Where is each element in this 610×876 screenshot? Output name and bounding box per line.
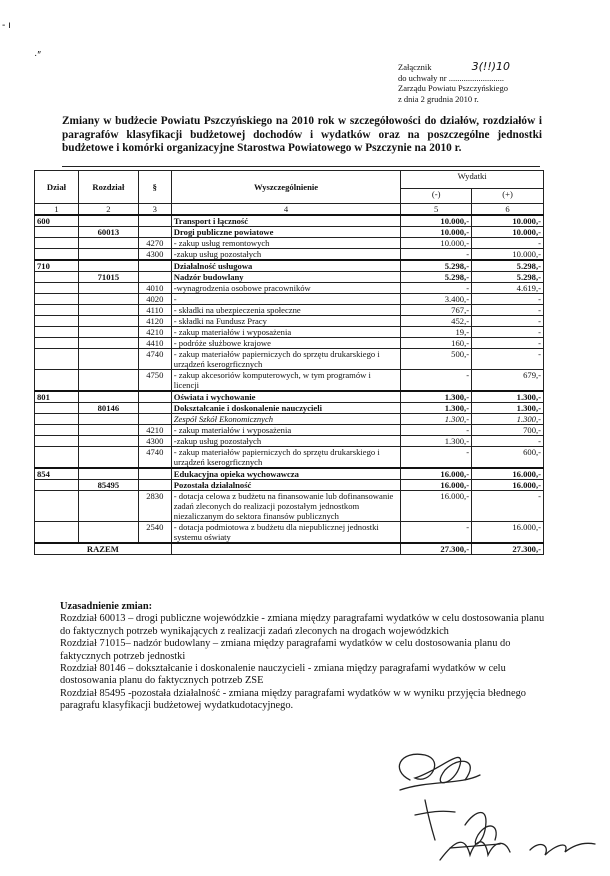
attachment-resolution: do uchwały nr .......................... [398, 72, 505, 83]
cell-rozdzial [78, 447, 138, 469]
cell-plus: 10.000,- [472, 249, 544, 261]
cell-opis: - zakup materiałów i wyposażenia [171, 425, 400, 436]
attachment-label: Załącznik [398, 62, 432, 72]
cell-minus: 500,- [401, 349, 472, 370]
cell-dzial [35, 272, 79, 283]
cell-rozdzial [78, 370, 138, 392]
cell-minus: 10.000,- [401, 227, 472, 238]
signature-scribble-icon [370, 740, 600, 870]
justification-header: Uzasadnienie zmian: [60, 601, 153, 612]
header-rozdzial: Rozdział [78, 171, 138, 204]
attachment-board: Zarządu Powiatu Pszczyńskiego [398, 83, 508, 93]
cell-rozdzial [78, 468, 138, 480]
table-row [35, 283, 544, 294]
cell-paragraf: 4110 [138, 305, 171, 316]
cell-rozdzial [78, 349, 138, 370]
cell-plus: 16.000,- [472, 480, 544, 491]
cell-paragraf: 2540 [138, 522, 171, 544]
cell-paragraf: 4740 [138, 349, 171, 370]
cell-dzial [35, 491, 79, 522]
cell-dzial [35, 403, 79, 414]
header-minus: (-) [401, 189, 472, 204]
cell-opis: - [171, 294, 400, 305]
cell-plus: - [472, 294, 544, 305]
cell-paragraf: 4410 [138, 338, 171, 349]
cell-paragraf [138, 468, 171, 480]
cell-opis: Działalność usługowa [171, 260, 400, 272]
cell-paragraf: 4300 [138, 436, 171, 447]
justification-paragraph: Rozdział 85495 -pozostała działalność - zmiana między paragrafami wydatków w w wyniku przyjęcia błednego paragrafu klasyfikacji budżetowej wydatkudotacyjnego. [60, 687, 526, 712]
table-row [35, 370, 544, 392]
total-plus: 27.300,- [472, 543, 544, 555]
table-row [35, 522, 544, 544]
cell-rozdzial [78, 238, 138, 249]
cell-rozdzial: 60013 [78, 227, 138, 238]
cell-plus: - [472, 305, 544, 316]
cell-dzial [35, 283, 79, 294]
total-minus: 27.300,- [401, 543, 472, 555]
cell-plus: 1.300,- [472, 414, 544, 425]
cell-opis: - dotacja celowa z budżetu na finansowanie lub dofinansowanie zadań zleconych do realizacji pozostałym jednostkom niezaliczanym do sektora finansów publicznych [171, 491, 400, 522]
table-row [35, 272, 544, 283]
cell-plus: - [472, 349, 544, 370]
table-row [35, 436, 544, 447]
cell-plus: - [472, 238, 544, 249]
cell-paragraf [138, 480, 171, 491]
col-number-5: 5 [401, 204, 472, 216]
cell-dzial [35, 294, 79, 305]
cell-rozdzial [78, 436, 138, 447]
cell-dzial [35, 370, 79, 392]
cell-paragraf [138, 215, 171, 227]
cell-dzial: 710 [35, 260, 79, 272]
corner-mark-2: ·″ [34, 50, 41, 61]
cell-paragraf [138, 414, 171, 425]
table-row [35, 447, 544, 469]
justification-paragraph: Rozdział 60013 – drogi publiczne wojewódzkie - zmiana między paragrafami wydatków w celu dostosowania planu do faktycznych potrzeb wynikających z realizacji zadań zleconych na drogach wojewódzkich [60, 613, 545, 637]
cell-plus: - [472, 327, 544, 338]
table-row [35, 238, 544, 249]
table-row [35, 403, 544, 414]
cell-paragraf [138, 391, 171, 403]
cell-minus: 1.300,- [401, 403, 472, 414]
cell-minus: 1.300,- [401, 391, 472, 403]
cell-plus: 5.298,- [472, 260, 544, 272]
cell-opis: - zakup materiałów i wyposażenia [171, 327, 400, 338]
cell-rozdzial: 80146 [78, 403, 138, 414]
cell-rozdzial [78, 391, 138, 403]
cell-minus: 767,- [401, 305, 472, 316]
table-row [35, 491, 544, 522]
budget-table [34, 170, 544, 555]
table-row [35, 294, 544, 305]
cell-plus: 4.619,- [472, 283, 544, 294]
cell-dzial: 600 [35, 215, 79, 227]
cell-minus: - [401, 425, 472, 436]
cell-paragraf: 2830 [138, 491, 171, 522]
cell-plus: - [472, 491, 544, 522]
cell-minus: 1.300,- [401, 436, 472, 447]
header-wyszczegolnienie: Wyszczególnienie [171, 171, 400, 204]
cell-minus: - [401, 370, 472, 392]
cell-opis: -wynagrodzenia osobowe pracowników [171, 283, 400, 294]
cell-plus: 5.298,- [472, 272, 544, 283]
cell-paragraf [138, 403, 171, 414]
cell-rozdzial [78, 327, 138, 338]
cell-minus: 16.000,- [401, 468, 472, 480]
cell-paragraf: 4740 [138, 447, 171, 469]
cell-minus: 160,- [401, 338, 472, 349]
cell-rozdzial [78, 215, 138, 227]
cell-rozdzial [78, 294, 138, 305]
header-paragraf: § [138, 171, 171, 204]
cell-opis: Nadzór budowlany [171, 272, 400, 283]
table-row [35, 480, 544, 491]
cell-minus: 5.298,- [401, 272, 472, 283]
cell-dzial [35, 338, 79, 349]
col-number-3: 3 [138, 204, 171, 216]
cell-dzial: 801 [35, 391, 79, 403]
handwritten-number: 3(!!)10 [471, 60, 511, 73]
table-row [35, 349, 544, 370]
cell-minus: 16.000,- [401, 491, 472, 522]
cell-plus: - [472, 436, 544, 447]
total-blank [171, 543, 400, 555]
justification [60, 601, 550, 713]
cell-dzial [35, 414, 79, 425]
cell-opis: - podróże służbowe krajowe [171, 338, 400, 349]
cell-rozdzial [78, 249, 138, 261]
cell-rozdzial [78, 283, 138, 294]
cell-opis: -zakup usług pozostałych [171, 436, 400, 447]
cell-dzial [35, 249, 79, 261]
cell-opis: - zakup akcesoriów komputerowych, w tym programów i licencji [171, 370, 400, 392]
cell-opis: - składki na ubezpieczenia społeczne [171, 305, 400, 316]
cell-minus: 19,- [401, 327, 472, 338]
cell-minus: 5.298,- [401, 260, 472, 272]
cell-opis: Pozostała działalność [171, 480, 400, 491]
cell-opis: - zakup materiałów papierniczych do sprzętu drukarskiego i urządzeń kserogrficznych [171, 349, 400, 370]
cell-opis: -zakup usług pozostałych [171, 249, 400, 261]
total-label: RAZEM [35, 543, 172, 555]
table-row [35, 215, 544, 227]
cell-minus: - [401, 283, 472, 294]
table-row [35, 338, 544, 349]
cell-paragraf [138, 272, 171, 283]
cell-dzial [35, 447, 79, 469]
header-wydatki: Wydatki [401, 171, 544, 189]
cell-plus: - [472, 338, 544, 349]
cell-minus: 10.000,- [401, 238, 472, 249]
cell-opis: Dokształcanie i doskonalenie nauczycieli [171, 403, 400, 414]
table-row [35, 305, 544, 316]
cell-rozdzial: 85495 [78, 480, 138, 491]
table-row [35, 227, 544, 238]
table-row [35, 468, 544, 480]
cell-rozdzial [78, 260, 138, 272]
table-row [35, 391, 544, 403]
cell-rozdzial: 71015 [78, 272, 138, 283]
header-dzial: Dział [35, 171, 79, 204]
cell-plus: 679,- [472, 370, 544, 392]
cell-plus: 1.300,- [472, 391, 544, 403]
cell-paragraf: 4270 [138, 238, 171, 249]
document-title: Zmiany w budżecie Powiatu Pszczyńskiego na 2010 rok w szczegółowości do działów, rozdziałów i paragrafów klasyfikacji budżetowej dochodów i wydatków oraz na poszczególne jednostki budżetowe i komórki organizacyjne Starostwa Powiatowego w Pszczynie na 2010 r. [62, 115, 542, 154]
cell-opis: Transport i łączność [171, 215, 400, 227]
cell-opis: Oświata i wychowanie [171, 391, 400, 403]
justification-paragraph: Rozdział 71015– nadzór budowlany – zmiana między paragrafami wydatków w celu dostosowania planu do faktycznych potrzeb jednostki [60, 638, 511, 662]
cell-rozdzial [78, 425, 138, 436]
cell-rozdzial [78, 522, 138, 544]
cell-minus: 10.000,- [401, 215, 472, 227]
cell-minus: - [401, 447, 472, 469]
cell-dzial [35, 522, 79, 544]
cell-paragraf: 4120 [138, 316, 171, 327]
cell-paragraf [138, 227, 171, 238]
col-number-1: 1 [35, 204, 79, 216]
cell-minus: 16.000,- [401, 480, 472, 491]
cell-plus: 700,- [472, 425, 544, 436]
cell-dzial [35, 238, 79, 249]
cell-paragraf: 4300 [138, 249, 171, 261]
cell-minus: 3.400,- [401, 294, 472, 305]
cell-dzial: 854 [35, 468, 79, 480]
cell-rozdzial [78, 414, 138, 425]
cell-dzial [35, 227, 79, 238]
cell-dzial [35, 316, 79, 327]
cell-dzial [35, 436, 79, 447]
cell-rozdzial [78, 305, 138, 316]
table-row [35, 425, 544, 436]
cell-plus: 16.000,- [472, 468, 544, 480]
cell-dzial [35, 425, 79, 436]
cell-dzial [35, 480, 79, 491]
corner-mark-1: - ı [2, 20, 11, 31]
header-plus: (+) [472, 189, 544, 204]
attachment-header [398, 62, 510, 104]
cell-rozdzial [78, 316, 138, 327]
table-row [35, 327, 544, 338]
table-row [35, 260, 544, 272]
cell-plus: - [472, 316, 544, 327]
cell-dzial [35, 327, 79, 338]
cell-opis: Edukacyjna opieka wychowawcza [171, 468, 400, 480]
cell-rozdzial [78, 338, 138, 349]
cell-plus: 10.000,- [472, 215, 544, 227]
cell-minus: - [401, 249, 472, 261]
cell-opis: - dotacja podmiotowa z budżetu dla niepublicznej jednostki systemu oświaty [171, 522, 400, 544]
cell-paragraf: 4210 [138, 425, 171, 436]
col-number-2: 2 [78, 204, 138, 216]
col-number-4: 4 [171, 204, 400, 216]
cell-plus: 1.300,- [472, 403, 544, 414]
cell-opis: Drogi publiczne powiatowe [171, 227, 400, 238]
cell-paragraf: 4010 [138, 283, 171, 294]
cell-opis: - zakup materiałów papierniczych do sprzętu drukarskiego i urządzeń kserogrficznych [171, 447, 400, 469]
table-row [35, 316, 544, 327]
table-row [35, 414, 544, 425]
cell-paragraf: 4020 [138, 294, 171, 305]
justification-paragraph: Rozdział 80146 – dokształcanie i doskonalenie nauczycieli - zmiana między paragrafami wydatków w celu dostosowania planu do faktycznych potrzeb ZSE [60, 663, 506, 687]
cell-rozdzial [78, 491, 138, 522]
cell-minus: 1.300,- [401, 414, 472, 425]
col-number-6: 6 [472, 204, 544, 216]
cell-plus: 16.000,- [472, 522, 544, 544]
cell-opis: Zespół Szkół Ekonomicznych [171, 414, 400, 425]
cell-minus: - [401, 522, 472, 544]
cell-dzial [35, 305, 79, 316]
cell-plus: 10.000,- [472, 227, 544, 238]
cell-paragraf [138, 260, 171, 272]
cell-paragraf: 4210 [138, 327, 171, 338]
title-divider [62, 166, 540, 167]
table-row [35, 249, 544, 261]
attachment-date: z dnia 2 grudnia 2010 r. [398, 93, 479, 104]
cell-opis: - składki na Fundusz Pracy [171, 316, 400, 327]
cell-paragraf: 4750 [138, 370, 171, 392]
cell-opis: - zakup usług remontowych [171, 238, 400, 249]
cell-minus: 452,- [401, 316, 472, 327]
cell-dzial [35, 349, 79, 370]
cell-plus: 600,- [472, 447, 544, 469]
